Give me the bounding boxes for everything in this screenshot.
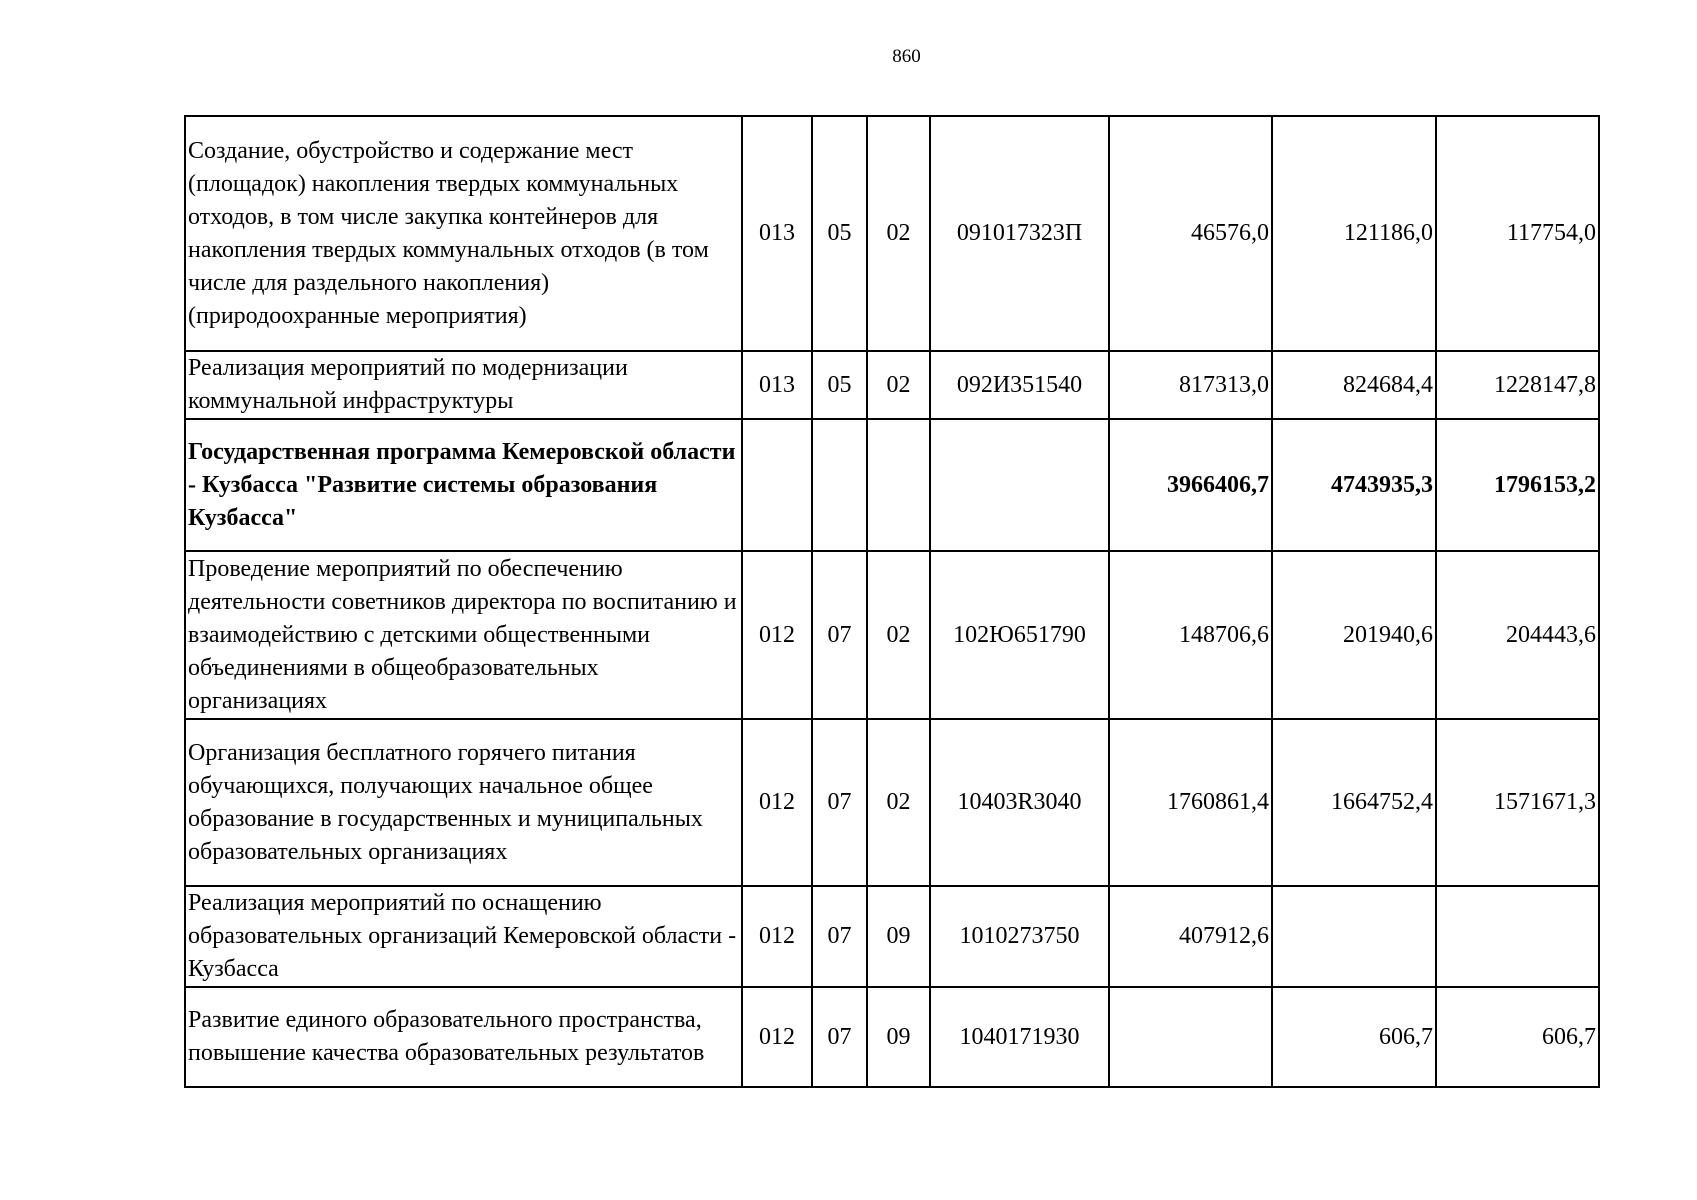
subsection-code: 09 (867, 886, 930, 987)
section-code: 07 (812, 987, 867, 1087)
section-code (812, 419, 867, 551)
grbs-code (742, 419, 812, 551)
table-row (185, 551, 1599, 719)
row-name: Организация бесплатного горячего питания обучающихся, получающих начальное общее образование в государственных и муниципальных образовательных организациях (185, 719, 742, 886)
subsection-code: 09 (867, 987, 930, 1087)
grbs-code: 013 (742, 116, 812, 351)
amount-year-2: 121186,0 (1272, 116, 1436, 351)
amount-year-3: 1796153,2 (1436, 419, 1599, 551)
target-article-code: 102Ю651790 (930, 551, 1109, 719)
amount-year-3 (1436, 886, 1599, 987)
table-row (185, 987, 1599, 1087)
page-number: 860 (892, 46, 921, 67)
table-row (185, 351, 1599, 419)
grbs-code: 013 (742, 351, 812, 419)
amount-year-2: 201940,6 (1272, 551, 1436, 719)
amount-year-3: 1571671,3 (1436, 719, 1599, 886)
amount-year-1: 1760861,4 (1109, 719, 1272, 886)
target-article-code: 092И351540 (930, 351, 1109, 419)
amount-year-2: 4743935,3 (1272, 419, 1436, 551)
amount-year-3: 117754,0 (1436, 116, 1599, 351)
target-article-code: 10403R3040 (930, 719, 1109, 886)
amount-year-2: 1664752,4 (1272, 719, 1436, 886)
grbs-code: 012 (742, 551, 812, 719)
amount-year-1: 148706,6 (1109, 551, 1272, 719)
table-row (185, 886, 1599, 987)
budget-table (184, 115, 1600, 1088)
target-article-code (930, 419, 1109, 551)
subsection-code: 02 (867, 719, 930, 886)
amount-year-3: 204443,6 (1436, 551, 1599, 719)
table-row-program (185, 419, 1599, 551)
section-code: 07 (812, 719, 867, 886)
row-name: Создание, обустройство и содержание мест (площадок) накопления твердых коммунальных отходов, в том числе закупка контейнеров для накопления твердых коммунальных отходов (в том числе для раздельного накопления) (природоохранные мероприятия) (185, 116, 742, 351)
amount-year-1: 3966406,7 (1109, 419, 1272, 551)
amount-year-2: 606,7 (1272, 987, 1436, 1087)
grbs-code: 012 (742, 719, 812, 886)
amount-year-2 (1272, 886, 1436, 987)
row-name: Проведение мероприятий по обеспечению деятельности советников директора по воспитанию и взаимодействию с детскими общественными объединениями в общеобразовательных организациях (185, 551, 742, 719)
amount-year-3: 606,7 (1436, 987, 1599, 1087)
section-code: 05 (812, 116, 867, 351)
row-name: Реализация мероприятий по модернизации коммунальной инфраструктуры (185, 351, 742, 419)
amount-year-2: 824684,4 (1272, 351, 1436, 419)
amount-year-1 (1109, 987, 1272, 1087)
subsection-code: 02 (867, 116, 930, 351)
row-name: Реализация мероприятий по оснащению образовательных организаций Кемеровской области - Кузбасса (185, 886, 742, 987)
table-row (185, 116, 1599, 351)
amount-year-3: 1228147,8 (1436, 351, 1599, 419)
section-code: 05 (812, 351, 867, 419)
subsection-code (867, 419, 930, 551)
target-article-code: 091017323П (930, 116, 1109, 351)
subsection-code: 02 (867, 551, 930, 719)
amount-year-1: 46576,0 (1109, 116, 1272, 351)
subsection-code: 02 (867, 351, 930, 419)
grbs-code: 012 (742, 886, 812, 987)
grbs-code: 012 (742, 987, 812, 1087)
target-article-code: 1040171930 (930, 987, 1109, 1087)
section-code: 07 (812, 886, 867, 987)
amount-year-1: 407912,6 (1109, 886, 1272, 987)
program-name: Государственная программа Кемеровской области - Кузбасса "Развитие системы образования Кузбасса" (185, 419, 742, 551)
table-row (185, 719, 1599, 886)
amount-year-1: 817313,0 (1109, 351, 1272, 419)
target-article-code: 1010273750 (930, 886, 1109, 987)
row-name: Развитие единого образовательного пространства, повышение качества образовательных результатов (185, 987, 742, 1087)
section-code: 07 (812, 551, 867, 719)
